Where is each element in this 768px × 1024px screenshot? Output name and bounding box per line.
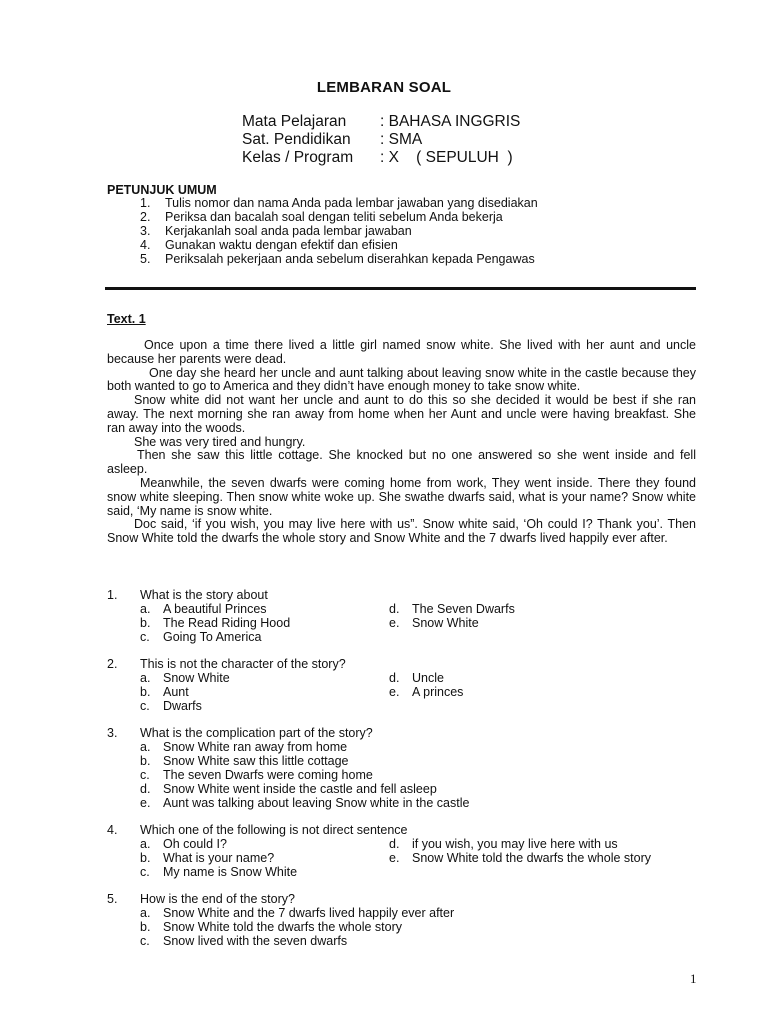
question-text: Which one of the following is not direct sentence bbox=[140, 823, 408, 837]
meta-value: : BAHASA INGGRIS bbox=[380, 113, 521, 130]
option-a: a. Snow White and the 7 dwarfs lived happily ever after bbox=[140, 906, 455, 920]
horizontal-divider bbox=[105, 287, 696, 290]
question-5 bbox=[107, 892, 455, 948]
story-paragraph: Snow white did not want her uncle and aunt to do this so she decided it would be best if she ran away. The next morning she ran away from home when her Aunt and uncle were having breakfast. She ran away into the woods. bbox=[107, 393, 696, 435]
instruction-item bbox=[140, 196, 538, 210]
instruction-number: 3. bbox=[140, 224, 151, 238]
option-b: b. The Read Riding Hood bbox=[140, 616, 291, 630]
reading-text-title: Text. 1 bbox=[107, 312, 146, 326]
option-c: c. The seven Dwarfs were coming home bbox=[140, 768, 373, 782]
question-number: 2. bbox=[107, 657, 118, 671]
story-paragraph: Then she saw this little cottage. She knocked but no one answered so she went inside and fell asleep. bbox=[107, 448, 696, 477]
option-e: e. Snow White bbox=[389, 616, 479, 630]
question-3 bbox=[107, 726, 470, 810]
story-paragraph: One day she heard her uncle and aunt talking about leaving snow white in the castle because they both wanted to go to America and they didn’t have enough money to take snow white. bbox=[107, 365, 696, 394]
meta-label: Sat. Pendidikan bbox=[242, 131, 351, 148]
option-a: a. A beautiful Princes bbox=[140, 602, 267, 616]
story-paragraph: Once upon a time there lived a little girl named snow white. She lived with her aunt and uncle because her parents were dead. bbox=[107, 338, 696, 366]
question-number: 1. bbox=[107, 588, 118, 602]
instruction-number: 1. bbox=[140, 196, 151, 210]
meta-label: Kelas / Program bbox=[242, 149, 354, 166]
question-4 bbox=[107, 823, 652, 879]
instruction-number: 2. bbox=[140, 210, 151, 224]
instruction-item bbox=[140, 238, 538, 252]
option-d: d. if you wish, you may live here with us bbox=[389, 837, 618, 851]
option-c: c. My name is Snow White bbox=[140, 865, 298, 879]
option-b: b. Snow White saw this little cottage bbox=[140, 754, 349, 768]
meta-row bbox=[242, 131, 520, 149]
instructions-title: PETUNJUK UMUM bbox=[107, 183, 217, 197]
meta-value: : X ( SEPULUH ) bbox=[380, 149, 513, 166]
question-text: What is the complication part of the story? bbox=[140, 726, 373, 740]
option-e: e. A princes bbox=[389, 685, 464, 699]
option-a: a. Oh could I? bbox=[140, 837, 227, 851]
option-b: b. Snow White told the dwarfs the whole story bbox=[140, 920, 403, 934]
meta-row bbox=[242, 113, 520, 131]
option-d: d. Snow White went inside the castle and fell asleep bbox=[140, 782, 437, 796]
option-b: b. What is your name? bbox=[140, 851, 275, 865]
instruction-number: 5. bbox=[140, 252, 151, 266]
instruction-text: Periksa dan bacalah soal dengan teliti sebelum Anda bekerja bbox=[165, 210, 503, 224]
instruction-item bbox=[140, 224, 538, 238]
option-a: a. Snow White bbox=[140, 671, 230, 685]
option-d: d. The Seven Dwarfs bbox=[389, 602, 515, 616]
question-text: This is not the character of the story? bbox=[140, 657, 346, 671]
subject-info bbox=[242, 113, 520, 167]
option-c: c. Dwarfs bbox=[140, 699, 202, 713]
story-paragraph: She was very tired and hungry. bbox=[134, 434, 306, 449]
option-d: d. Uncle bbox=[389, 671, 444, 685]
option-e: e. Aunt was talking about leaving Snow white in the castle bbox=[140, 796, 470, 810]
instructions-list bbox=[140, 196, 538, 266]
option-a: a. Snow White ran away from home bbox=[140, 740, 348, 754]
question-number: 3. bbox=[107, 726, 118, 740]
question-1 bbox=[107, 588, 515, 644]
meta-row bbox=[242, 149, 520, 167]
instruction-item bbox=[140, 210, 538, 224]
question-2 bbox=[107, 657, 464, 713]
meta-value: : SMA bbox=[380, 131, 423, 148]
option-b: b. Aunt bbox=[140, 685, 189, 699]
option-c: c. Snow lived with the seven dwarfs bbox=[140, 934, 348, 948]
instruction-text: Periksalah pekerjaan anda sebelum diserahkan kepada Pengawas bbox=[165, 252, 535, 266]
story-paragraph: Doc said, ‘if you wish, you may live here with us”. Snow white said, ‘Oh could I? Thank you’. Then Snow White told the dwarfs the whole story and Snow White and the 7 dwarfs lived happily ever after. bbox=[107, 517, 696, 546]
instruction-item bbox=[140, 252, 538, 266]
page-number: 1 bbox=[690, 971, 697, 986]
meta-label: Mata Pelajaran bbox=[242, 113, 347, 130]
option-c: c. Going To America bbox=[140, 630, 262, 644]
instruction-text: Tulis nomor dan nama Anda pada lembar jawaban yang disediakan bbox=[165, 196, 538, 210]
option-e: e. Snow White told the dwarfs the whole story bbox=[389, 851, 652, 865]
question-text: How is the end of the story? bbox=[140, 892, 295, 906]
page-title: LEMBARAN SOAL bbox=[316, 79, 452, 96]
instruction-text: Gunakan waktu dengan efektif dan efisien bbox=[165, 238, 398, 252]
question-number: 4. bbox=[107, 823, 118, 837]
question-text: What is the story about bbox=[140, 588, 268, 602]
story-paragraph: Meanwhile, the seven dwarfs were coming home from work, They went inside. There they found snow white sleeping. Then snow white woke up. She swathe dwarfs said, what is your name? Snow white said, ‘My name is snow white. bbox=[107, 475, 696, 518]
reading-passage bbox=[107, 339, 696, 546]
instruction-number: 4. bbox=[140, 238, 151, 252]
question-number: 5. bbox=[107, 892, 118, 906]
instruction-text: Kerjakanlah soal anda pada lembar jawaban bbox=[165, 224, 412, 238]
